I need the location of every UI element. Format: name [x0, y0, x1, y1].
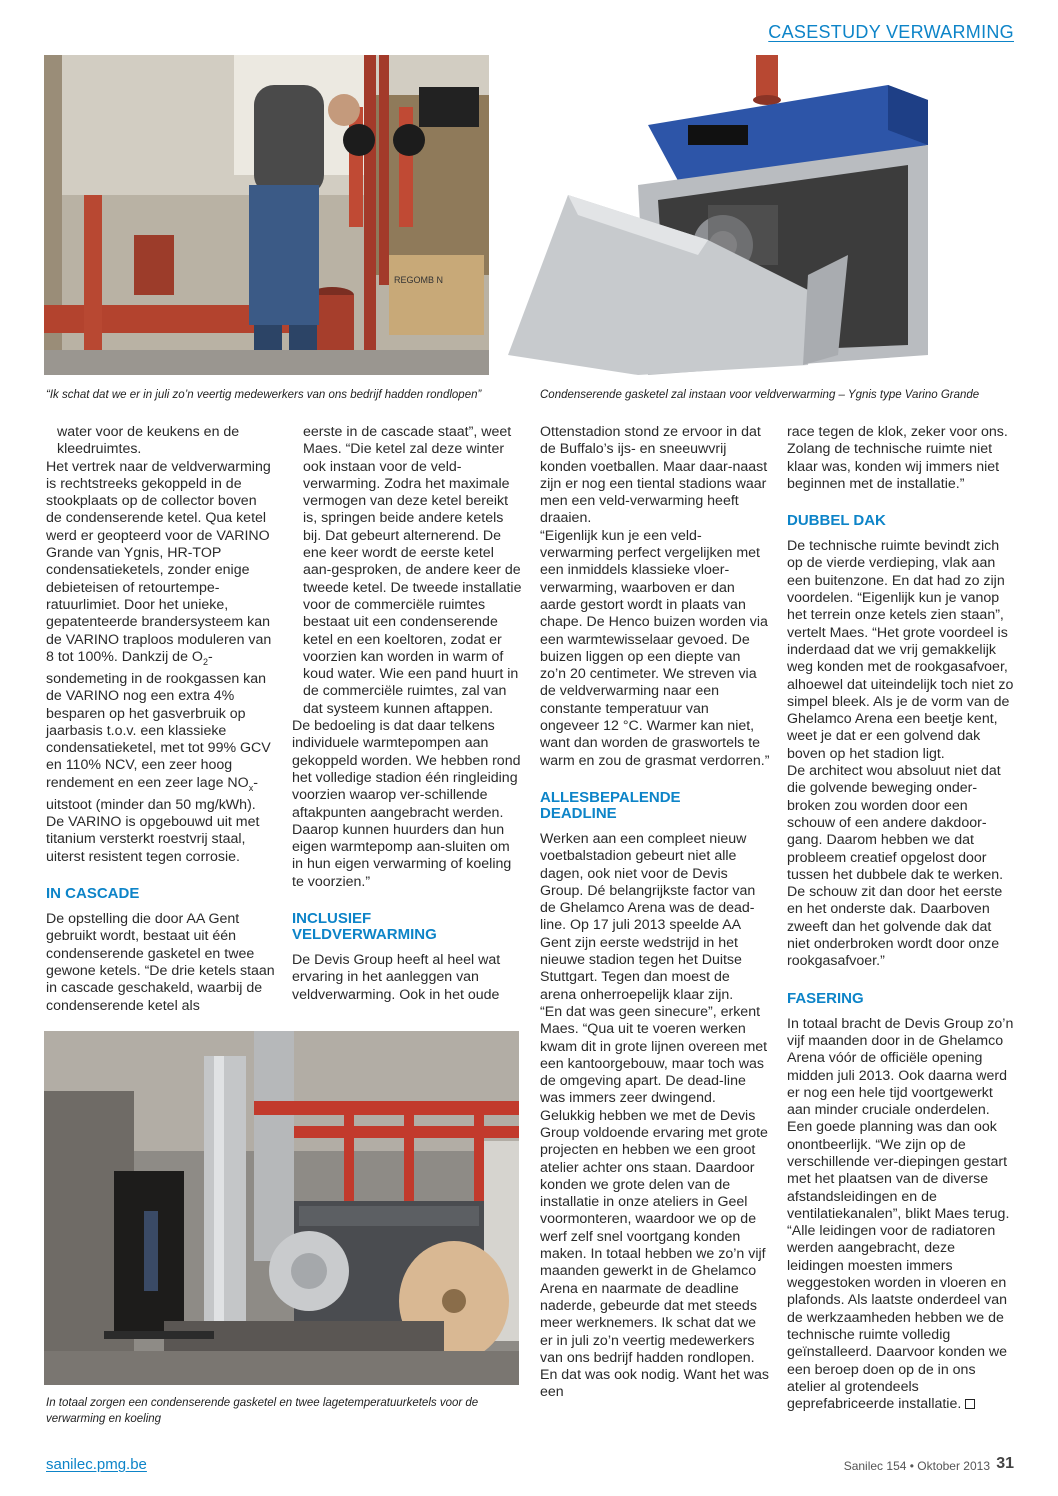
col4-paragraph-4: In totaal bracht de Devis Group zo’n vijf maanden door in de Ghelamco Arena vóór de officiële opening midden juli 2013. Ook daarna werd er nog een hele tijd voortgewerkt aan minder cruciale onderdelen. Een goede planning was dan ook onontbeerlijk. “We zijn op de verschillende ver-diepingen gestart met het plaatsen van de diverse afstandsleidingen en de ventilatiekanalen”, blikt Maes terug. “Alle leidingen voor de radiatoren werden aangebracht, deze leidingen moesten immers weggestoken worden in vloeren en plafonds. Als laatste onderdeel van de werkzaamheden hebben we de technische ruimte volledig geïnstalleerd. Daarvoor konden we een beroep doen op de in ons atelier al grotendeels geprefabriceerde installatie.	[787, 1015, 1014, 1413]
footer-issue: Sanilec 154 • Oktober 2013	[843, 1459, 990, 1473]
col3-paragraph-3: Werken aan een compleet nieuw voetbalstadion gebeurt niet alle dagen, ook niet voor de Devis Group. Dé belangrijkste factor van de Ghelamco Arena was de dead-line. Op 17 juli 2013 speelde AA Gent zijn eerste wedstrijd in het nieuwe stadion tegen het Duitse Stuttgart. Tegen dan moest de arena onherroepelijk klaar zijn.	[540, 830, 756, 1003]
heading-dubbel-dak: DUBBEL DAK	[787, 512, 886, 530]
col1-paragraph-3: De opstelling die door AA Gent gebruikt wordt, bestaat uit één condenserende gasketel en twee gewone ketels. “De drie ketels staan in cascade geschakeld, waarbij de condenserende ketel als	[46, 911, 275, 1014]
article-column-3	[540, 424, 770, 1402]
col2-paragraph-3: De Devis Group heeft al heel wat ervaring in het aanleggen van veldverwarming. Ook in het oude	[292, 952, 501, 1003]
heading-allesbepalende-deadline: ALLESBEPALENDE DEADLINE	[540, 788, 681, 822]
col1-paragraph-2: Het vertrek naar de veldverwarming is rechtstreeks gekoppeld in de stookplaats op de collector boven de condenserende ketel. Qua ketel werd er geopteerd voor de VARINO Grande van Ygnis, HR-TOP condensatieketels, zonder enige debieteisen of retourtempe-ratuurlimiet. Door het unieke, gepatenteerde brandersysteem kan de VARINO traploos moduleren van 8 tot 100%. Dankzij de $O_2$-sondemeting in de rookgassen kan de VARINO nog een extra 4% besparen op het gasverbruik op jaarbasis t.o.v. een klassieke condensatieketel, met tot 99% GCV en 110% NCV, een zeer hoog rendement en een zeer lage $NO_x$-uitstoot (minder dan 50 mg/kWh). De VARINO is opgebouwd uit met titanium versterkt roestvrij staal, uiterst resistent tegen corrosie.	[46, 458, 272, 865]
footer-website-link[interactable]: sanilec.pmg.be	[46, 1456, 147, 1473]
col4-paragraph-3: De architect wou absoluut niet dat die golvende beweging onder-broken zou worden door een schouw of een andere dakdoor-gang. Daarom hebben we dat probleem creatief opgelost door tussen het dubbele dak te werken. De schouw zit dan door het eerste en het onderste dak. Daarboven zweeft dan het golvende dak dat niet onderbroken wordt door onze rookgasafvoer.”	[787, 763, 1004, 970]
page-number: 31	[996, 1455, 1014, 1472]
col3-paragraph-4: “En dat was geen sinecure”, erkent Maes. “Qua uit te voeren werken kwam dit in grote lijnen overeen met een kantoorgebouw, maar toch was de omgeving apart. De dead-line was immers zeer dwingend. Gelukkig hebben we met de Devis Group voldoende ervaring met grote projecten en hebben we een groot atelier achter ons staan. Daardoor konden we grote delen van de installatie in onze ateliers in Geel voormonteren, waardoor we op de werf zelf snel voortgang konden maken. In totaal hebben we zo’n vijf maanden gewerkt in de Ghelamco Arena en naarmate de deadline naderde, gebeurde dat met steeds meer werknemers. Ik schat dat we er in juli zo’n veertig medewerkers van ons bedrijf hadden rondlopen. En dat was ook nodig. Want het was een	[540, 1003, 769, 1401]
heading-fasering: FASERING	[787, 989, 864, 1007]
technical-room-photo	[44, 1031, 519, 1385]
technical-room-photo-caption: In totaal zorgen een condenserende gasketel en twee lagetemperatuurketels voor de verwarming en koeling	[46, 1397, 479, 1425]
box-label: REGOMB N	[394, 275, 444, 285]
boiler-photo-caption: Condenserende gasketel zal instaan voor veldverwarming – Ygnis type Varino Grande	[540, 389, 980, 401]
article-column-4	[787, 424, 1015, 1413]
heading-inclusief-veldverwarming: INCLUSIEF VELDVERWARMING	[292, 910, 437, 944]
col1-paragraph-1: water voor de keukens en de kleedruimtes.	[57, 424, 240, 458]
col4-paragraph-1: race tegen de klok, zeker voor ons. Zolang de technische ruimte niet klaar was, konden wij immers niet beginnen met de installatie.”	[787, 424, 1008, 492]
article-column-1	[46, 424, 276, 1015]
worker-photo	[44, 55, 489, 375]
col3-paragraph-2: “Eigenlijk kun je een veld-verwarming perfect vergelijken met een inmiddels klassieke vloer-verwarming, waarboven er dan aarde gestort wordt in plaats van chape. De Henco buizen worden via een warmtewisselaar gevoed. De buizen liggen op een diepte van zo’n 20 centimeter. We streven via de veldverwarming naar een constante temperatuur van ongeveer 12 °C. Warmer kan niet, want dan worden de graswortels te warm en zou de grasmat verdorren.”	[540, 527, 770, 769]
col2-paragraph-1: eerste in de cascade staat”, weet Maes. “Die ketel zal deze winter ook instaan voor de veld-verwarming. Zodra het maximale vermogen van deze ketel bereikt is, springen beide andere ketels bij. Dat gebeurt alternerend. De ene keer wordt de eerste ketel aan-gesproken, de andere keer de tweede ketel. De tweede installatie voor de commerciële ruimtes bestaat uit een condenserende ketel en een koeltoren, zodat er voorzien kan worden in warm of koud water. Wie een pand huurt in de commerciële ruimtes, zal van dat systeem kunnen aftappen.	[303, 424, 522, 717]
col3-paragraph-1: Ottenstadion stond ze ervoor in dat de Buffalo’s ijs- en sneeuwvrij konden voetballen. Maar daar-naast zijn er nog een tiental stadions waar men een veld-verwarming heeft draaien.	[540, 424, 768, 527]
article-column-2	[292, 424, 522, 1004]
end-of-article-mark	[965, 1399, 975, 1409]
boiler-photo	[508, 55, 1014, 375]
worker-photo-caption: “Ik schat dat we er in juli zo’n veertig medewerkers van ons bedrijf hadden rondlopen”	[46, 389, 482, 401]
col4-paragraph-2: De technische ruimte bevindt zich op de vierde verdieping, vlak aan een buitenzone. En dat had zo zijn voordelen. “Eigenlijk kun je vanop het terrein onze ketels zien staan”, vertelt Maes. “Het grote voordeel is inderdaad dat we vrij gemakkelijk weg konden met de rookgasafvoer, alhoewel dat uiteindelijk toch niet zo simpel bleek. Als je de vorm van de Ghelamco Arena een beetje kent, weet je dat er een golvend dak boven op het stadion ligt.	[787, 538, 1014, 762]
heading-in-cascade: IN CASCADE	[46, 885, 140, 903]
section-label: CASESTUDY VERWARMING	[768, 22, 1014, 42]
col2-paragraph-2: De bedoeling is dat daar telkens individuele warmtepompen aan gekoppeld worden. We hebben rond het volledige stadion één ringleiding voorzien waarop ver-schillende aftakpunten aangebracht werden. Daarop kunnen huurders dan hun eigen warmtepomp aan-sluiten om in hun eigen verwarming of koeling te voorzien.”	[292, 718, 521, 890]
